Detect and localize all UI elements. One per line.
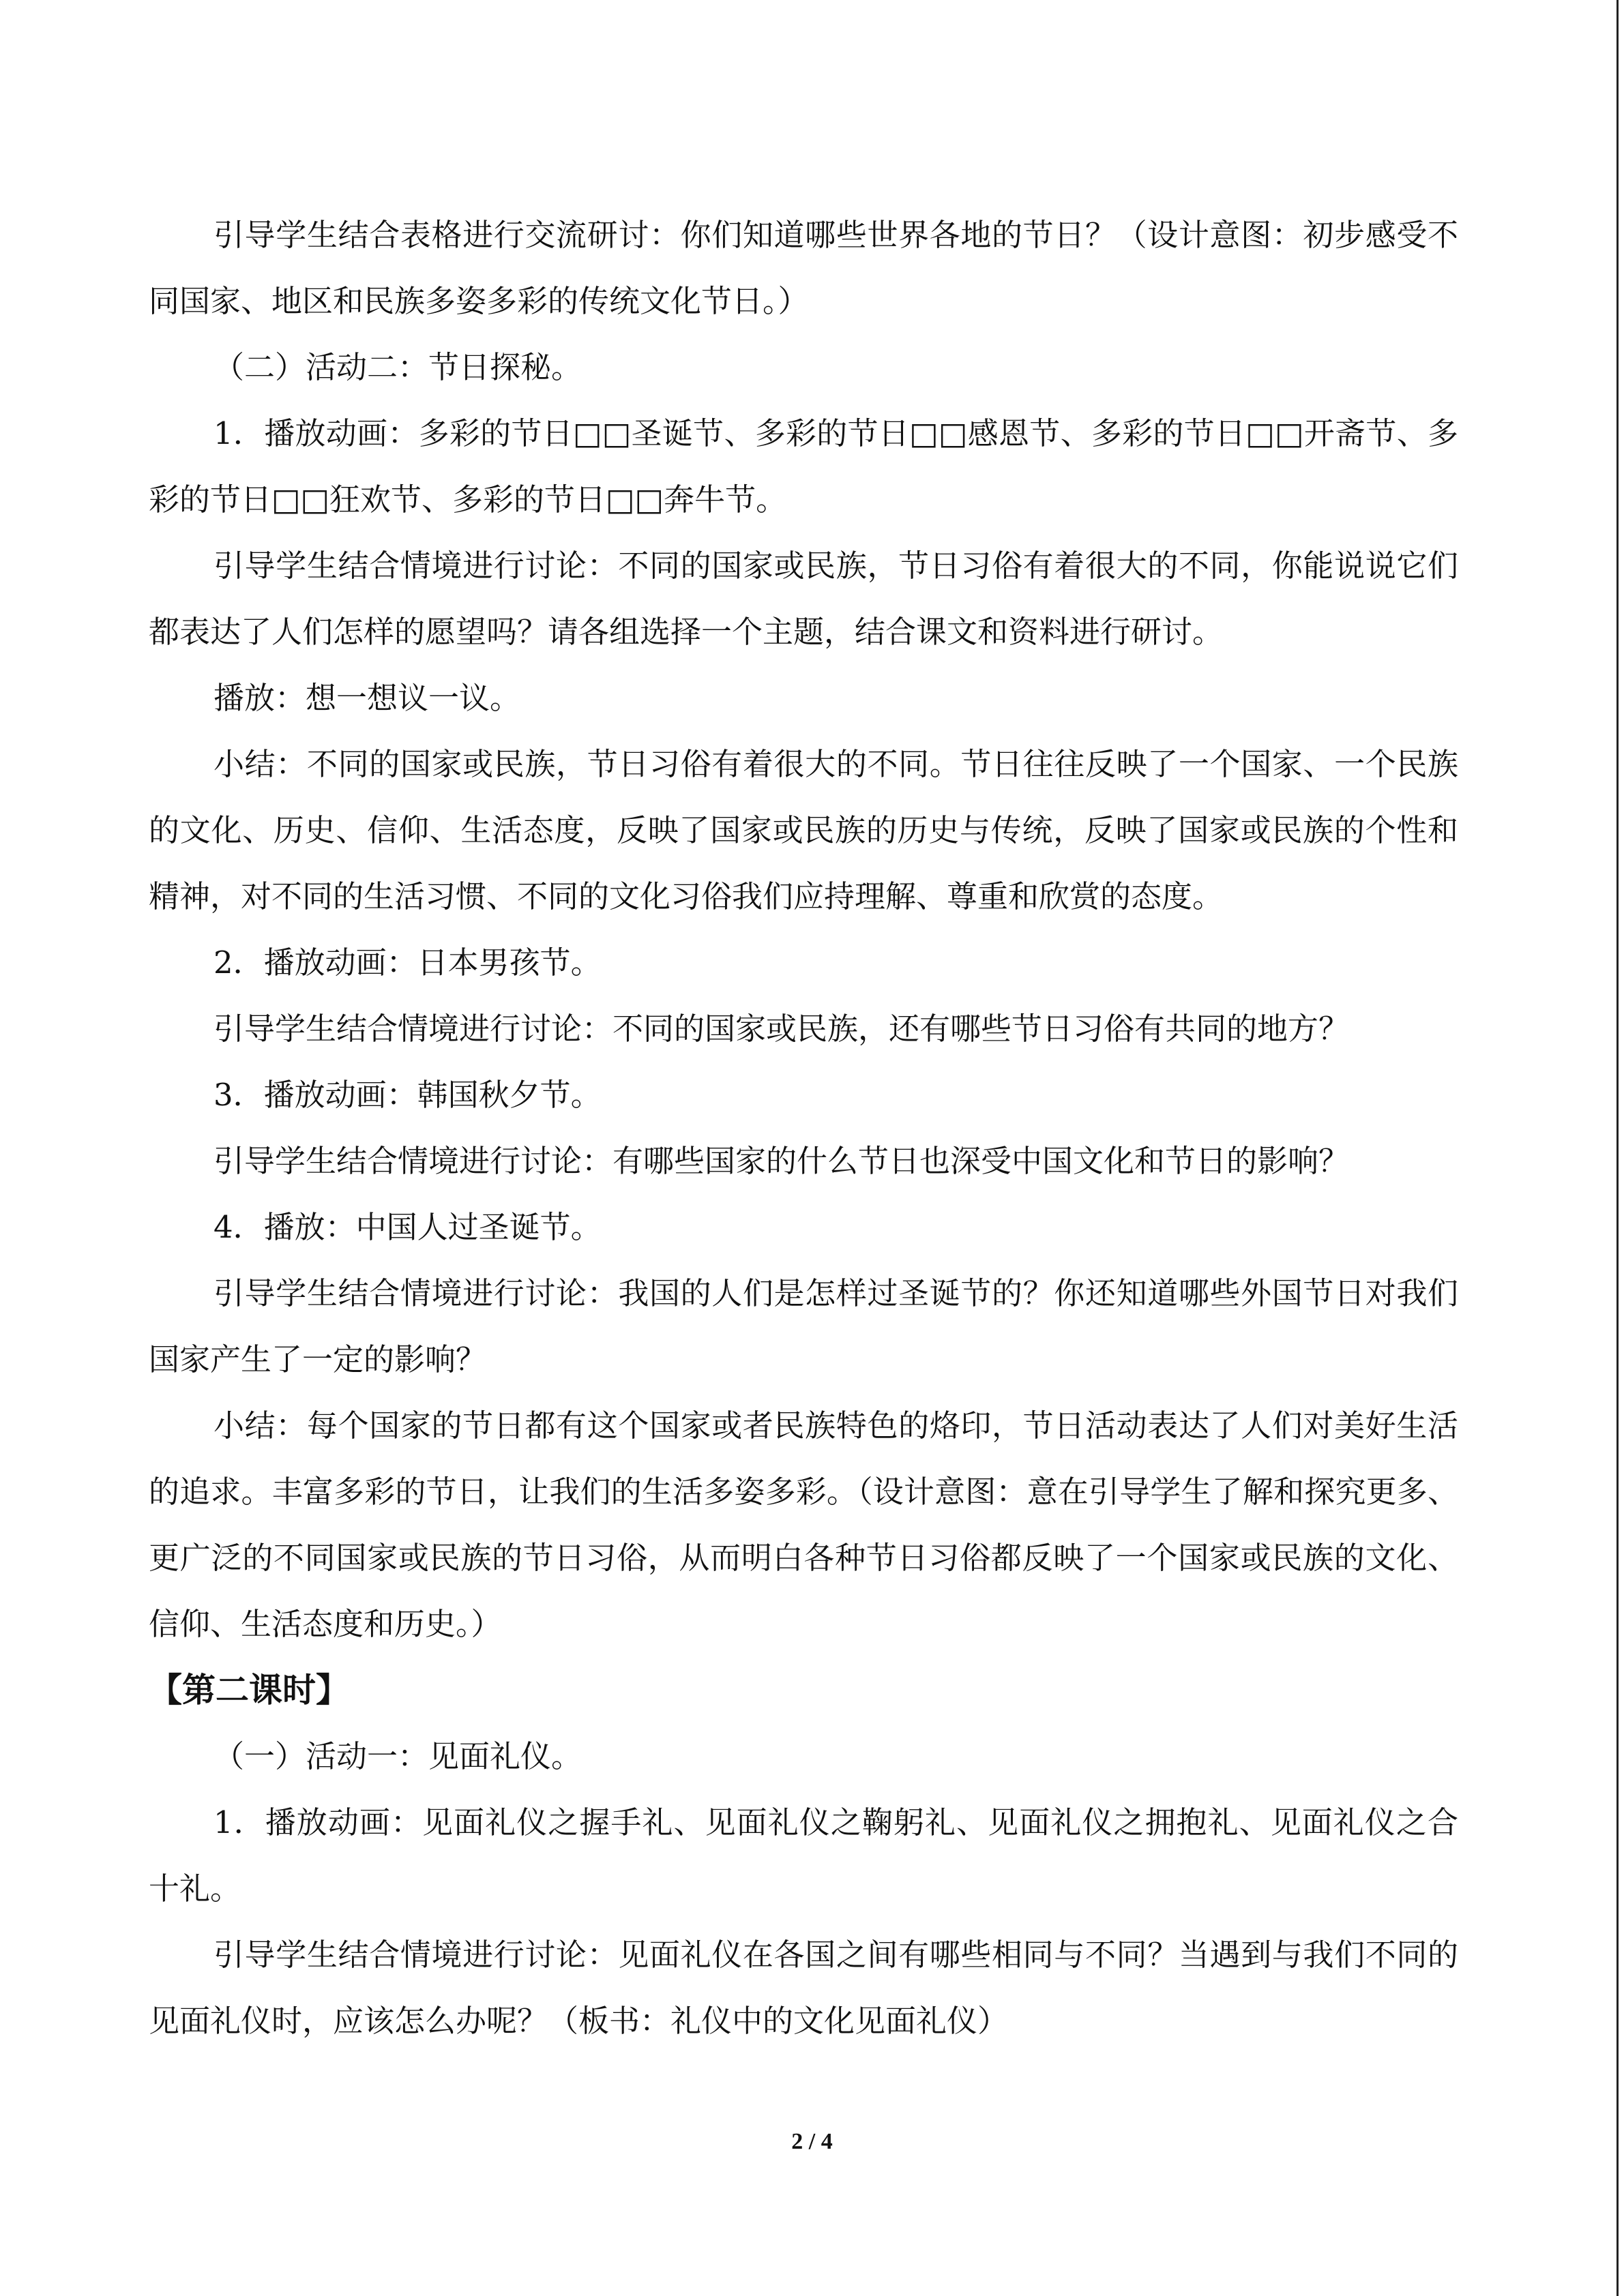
paragraph: 引导学生结合情境进行讨论：我国的人们是怎样过圣诞节的？你还知道哪些外国节日对我们国家产生了一定的影响？ (149, 1275, 1458, 1377)
document-body (149, 202, 1458, 2054)
paragraph: 引导学生结合情境进行讨论：不同的国家或民族，还有哪些节日习俗有共同的地方？ (213, 1011, 1350, 1047)
paragraph: 播放：想一想议一议。 (213, 680, 521, 716)
lesson-heading: 【第二课时】 (149, 1671, 350, 1710)
paragraph: 引导学生结合情境进行讨论：不同的国家或民族，节日习俗有着很大的不同，你能说说它们都表达了人们怎样的愿望吗？请各组选择一个主题，结合课文和资料进行研讨。 (149, 548, 1458, 650)
paragraph: 1．播放动画：见面礼仪之握手礼、见面礼仪之鞠躬礼、见面礼仪之拥抱礼、见面礼仪之合十礼。 (149, 1804, 1458, 1907)
summary-paragraph: 小结：每个国家的节日都有这个国家或者民族特色的烙印，节日活动表达了人们对美好生活的追求。丰富多彩的节日，让我们的生活多姿多彩。（设计意图：意在引导学生了解和探究更多、更广泛的不同国家或民族的节日习俗，从而明白各种节日习俗都反映了一个国家或民族的文化、信仰、生活态度和历史。） (149, 1407, 1458, 1642)
paragraph: 引导学生结合情境进行讨论：见面礼仪在各国之间有哪些相同与不同？当遇到与我们不同的见面礼仪时，应该怎么办呢？（板书：礼仪中的文化见面礼仪） (149, 1937, 1458, 2039)
summary-paragraph: 小结：不同的国家或民族，节日习俗有着很大的不同。节日往往反映了一个国家、一个民族的文化、历史、信仰、生活态度，反映了国家或民族的历史与传统，反映了国家或民族的个性和精神，对不同的生活习惯、不同的文化习俗我们应持理解、尊重和欣赏的态度。 (149, 746, 1458, 914)
page-edge-line (1616, 0, 1619, 2296)
paragraph: 2．播放动画：日本男孩节。 (213, 944, 602, 981)
paragraph: 引导学生结合情境进行讨论：有哪些国家的什么节日也深受中国文化和节日的影响？ (213, 1143, 1350, 1179)
section-subheading: （二）活动二：节日探秘。 (213, 349, 582, 385)
paragraph: 3．播放动画：韩国秋夕节。 (213, 1077, 602, 1113)
paragraph: 4．播放：中国人过圣诞节。 (213, 1209, 602, 1245)
section-subheading: （一）活动一：见面礼仪。 (213, 1738, 582, 1774)
paragraph: 1．播放动画：多彩的节日□□圣诞节、多彩的节日□□感恩节、多彩的节日□□开斋节、多彩的节日□□狂欢节、多彩的节日□□奔牛节。 (149, 415, 1458, 518)
page-number: 2 / 4 (791, 2129, 833, 2154)
paragraph: 引导学生结合表格进行交流研讨：你们知道哪些世界各地的节日？（设计意图：初步感受不同国家、地区和民族多姿多彩的传统文化节日。） (149, 217, 1458, 319)
